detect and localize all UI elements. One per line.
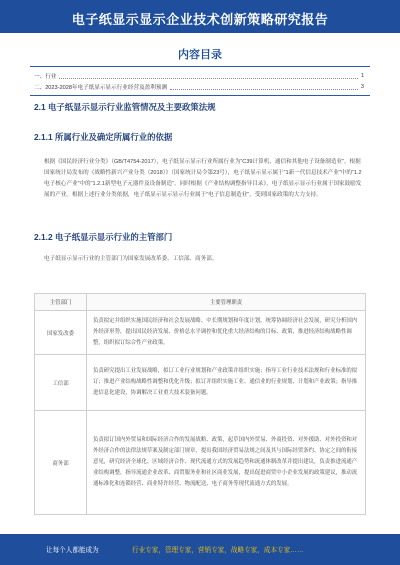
report-header-band — [0, 0, 400, 33]
section-heading-2-1-2: 2.1.2 电子纸显示显示行业的主管部门 — [34, 232, 173, 242]
dept-cell: 国家发改委 — [35, 311, 87, 355]
report-title: 电子纸显示显示企业技术创新策略研究报告 — [71, 12, 329, 27]
paragraph-sentence: （2018）》（国家统计局令第23号），电子纸显示显示属于“1新一代信息技术产业”中的 — [144, 170, 352, 176]
dept-cell: 商务部 — [35, 411, 87, 515]
toc-entry[interactable] — [34, 71, 364, 81]
body-paragraph: 电子纸显示显示行业的主管部门为国家发展改革委、工信部、商务部。 — [44, 256, 218, 262]
table-header-cell: 主管部门 — [35, 294, 87, 311]
toc-bottom-divider — [30, 95, 370, 96]
duty-cell: 负责拟定并组织实施国民经济和社会发展战略、中长期规划和年度计划，统筹协调经济社会发展，研究分析国内外经济形势，提出国民经济发展、价格总水平调控和优化重大经济结构的目标、政策，推进经济结构战略性调整，组织拟订综合性产业政策。 — [87, 311, 366, 355]
toc-entry-page: 3 — [360, 84, 364, 90]
section-heading-2-1: 2.1 电子纸显示显示行业监管情况及主要政策法规 — [34, 102, 216, 112]
table-row — [35, 355, 366, 411]
toc-entry-page: 1 — [360, 73, 364, 79]
toc-entry-label: 二、2023-2028年电子纸显示显示行业经营及盈利预测 — [34, 85, 168, 91]
duty-cell: 负责研究提出工业发展战略，拟订工业行业规划和产业政策并组织实施；指导工业行业技术法规和行业标准的拟订；推进产业结构战略性调整和优化升级；拟订并组织实施工业、通信业的行业规划、计划和产业政策；指导推进信息化建设，协调解决工业重大技术装备问题。 — [87, 355, 366, 411]
toc-title: 内容目录 — [178, 49, 222, 61]
regulators-table — [34, 293, 366, 515]
footer-band — [0, 534, 400, 565]
footer-roles: 行业专家，管理专家，营销专家，战略专家，成本专家…… — [132, 547, 304, 554]
body-paragraph — [44, 157, 362, 201]
paragraph-sentence: 根据《国民经济行业分类》（GB/T4754-2017），电子纸显示显示行业所属行业为“C39计算机、通信和其他电子设备制造业”。根据国家统计局发布的《战略性新兴产业分类 — [44, 159, 361, 176]
table-row — [35, 411, 366, 515]
toc-top-divider — [30, 66, 370, 67]
table-header-cell: 主要管理职责 — [87, 294, 366, 311]
dept-cell: 工信部 — [35, 355, 87, 411]
duty-cell: 负责拟订国内外贸易和国际经济合作的发展战略、政策，起草国内外贸易、外商投资、对外援助、对外投资和对外经济合作的法律法规草案及制定部门规章，提出我国经济贸易法规之间及其与国际经贸条约、协定之间的衔接意见，研究经济全球化、区域经济合作、现代流通方式的发展趋势和流通体制改革并提出建议，负责推进流通产业结构调整，指导流通企业改革、商贸服务业和社区商业发展，提出促进商贸中小企业发展的政策建议，推动流通标准化和连锁经营、商业特许经营、物流配送、电子商务等现代流通方式的发展。 — [87, 411, 366, 515]
section-heading-2-1-1: 2.1.1 所属行业及确定所属行业的依据 — [34, 132, 173, 142]
paragraph-sentence: 显示行业属于“电子信息制造业”，受到国家政策的大力支持。 — [172, 192, 322, 198]
toc-leader-dots — [59, 73, 357, 79]
toc-entry[interactable] — [34, 82, 364, 92]
paragraph-sentence: “1.2电子核心产业”中的“1.2.1新型电子元器件及设备制造”。同时根据《产业结构调整指导目录》，电子纸显示显示行业属于国家鼓励发展的产业。根据上述行业分类依据，电子纸显示显示 — [44, 170, 362, 198]
table-row — [35, 311, 366, 355]
toc-entry-label: 一、行业 — [34, 74, 57, 80]
footer-slogan: 让每个人都能成为 — [46, 547, 99, 554]
table-header-row — [35, 294, 366, 311]
toc-leader-dots — [170, 84, 358, 90]
